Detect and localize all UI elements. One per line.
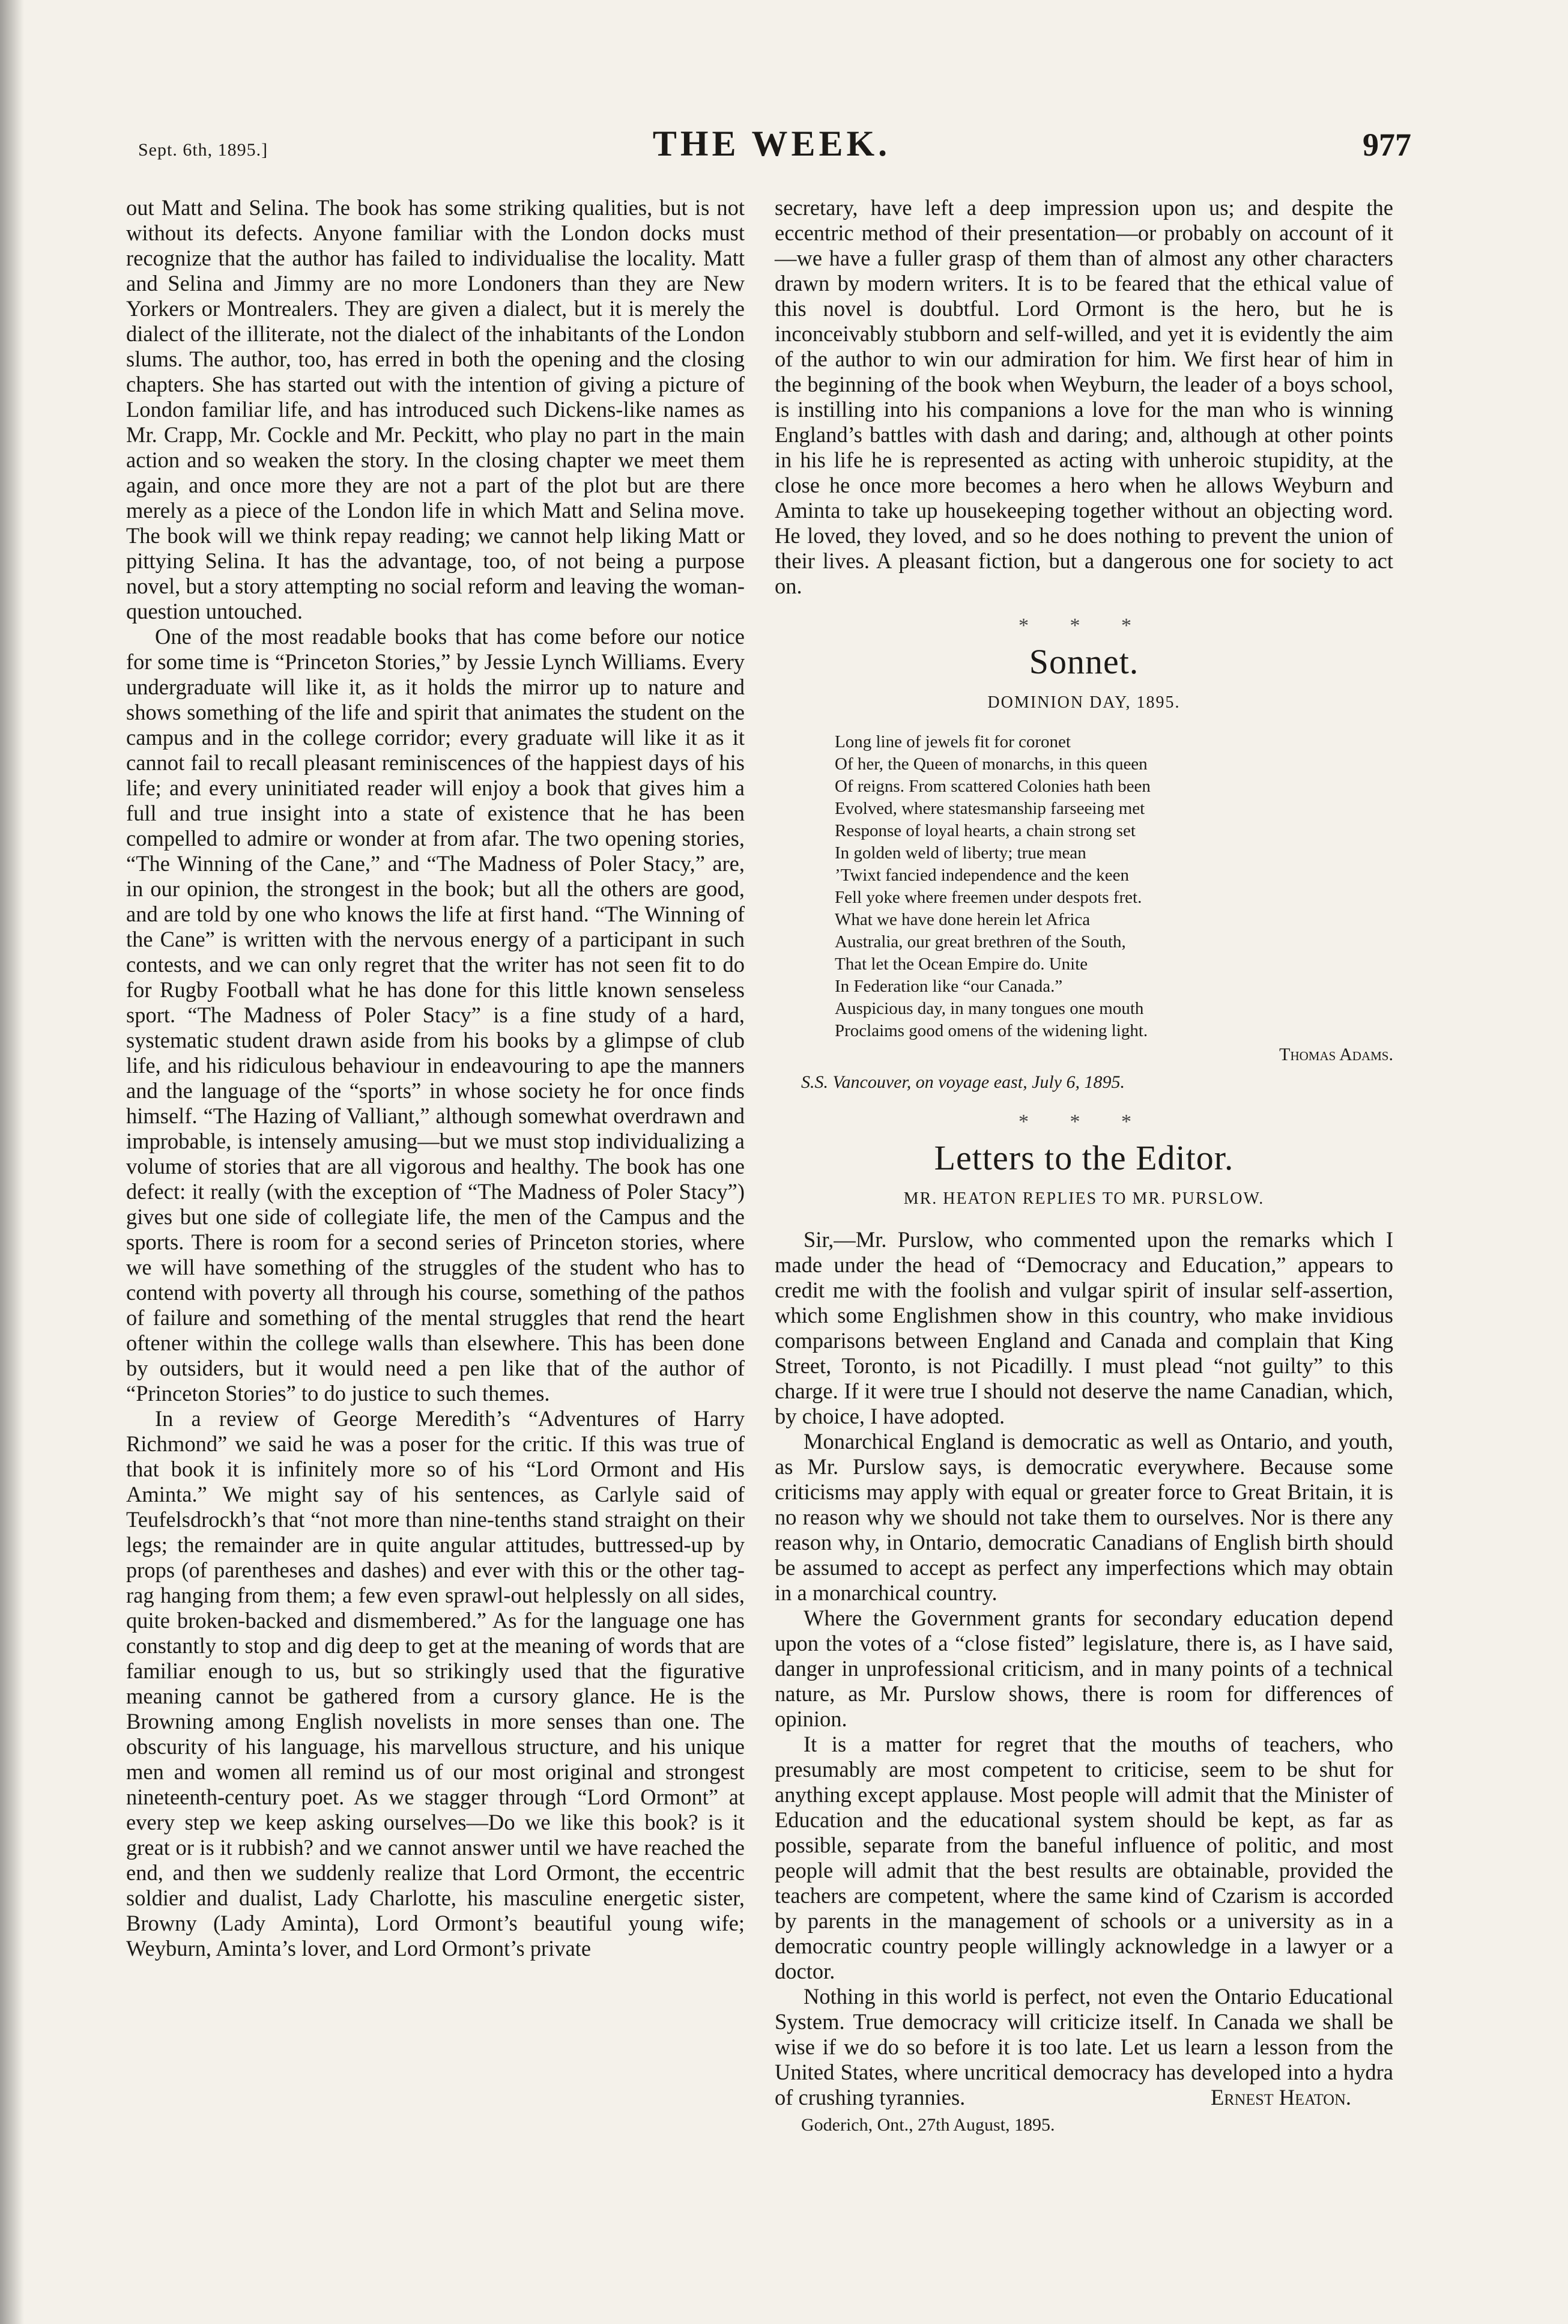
letter-paragraph: Sir,—Mr. Purslow, who commented upon the remarks which I made under the head of “Democracy and Education,” appears to credit me with the foolish and vulgar spirit of insular self-assertion, which some Englishmen show in this country, who make invidious comparisons between England and Canada and complain that King Street, Toronto, is not Picadilly. I must plead “not guilty” to this charge. If it were true I should not deserve the name Canadian, which, by choice, I have adopted. <box>775 1227 1393 1428</box>
letter-paragraph: Nothing in this world is perfect, not even the Ontario Educational System. True democracy will criticize itself. In Canada we shall be wise if we do so before it is too late. Let us learn a lesson from the United States, where uncritical democracy has developed into a hydra of crushing tyrannies. <box>775 1984 1393 2110</box>
letters-title: Letters to the Editor. <box>934 1138 1234 1177</box>
sonnet-subtitle: DOMINION DAY, 1895. <box>987 693 1181 712</box>
letter-signature: Ernest Heaton. <box>1211 2085 1351 2110</box>
poem-line: Fell yoke where freemen under despots fret. <box>835 888 1142 907</box>
poem-line: Evolved, where statesmanship farseeing met <box>835 799 1145 818</box>
sonnet-author: Thomas Adams. <box>1279 1045 1393 1064</box>
poem-line: ’Twixt fancied independence and the keen <box>835 866 1129 885</box>
poem-line: What we have done herein let Africa <box>835 910 1091 929</box>
section-separator: * * * <box>1019 1111 1149 1133</box>
sonnet-dateline: S.S. Vancouver, on voyage east, July 6, 1895. <box>801 1072 1125 1092</box>
poem-line: Of reigns. From scattered Colonies hath been <box>835 777 1151 796</box>
letter-paragraph: Monarchical England is democratic as well as Ontario, and youth, as Mr. Purslow says, is democratic everywhere. Because some criticisms may apply with equal or greater force to Great Britain, it is no reason why we should not take them to ourselves. Nor is there any reason why, in Ontario, democratic Canadians of English birth should be assumed to accept as perfect any imperfections which may obtain in a monarchical country. <box>775 1429 1393 1605</box>
poem-line: In Federation like “our Canada.” <box>835 977 1063 996</box>
review-paragraph-princeton-stories: One of the most readable books that has come before our notice for some time is “Princeton Stories,” by Jessie Lynch Williams. Every undergraduate will like it, as it holds the mirror up to nature and shows something of the life and spirit that animates the student on the campus and in the college corridor; every graduate will like it as it cannot fail to recall pleasant reminiscences of the happiest days of his life; and every uninitiated reader will enjoy a book that gives him a full and true insight into a state of existence that he has been compelled to admire or wonder at from afar. The two opening stories, “The Winning of the Cane,” and “The Madness of Poler Stacy,” are, in our opinion, the strongest in the book; but all the others are good, and are told by one who knows the life at first hand. “The Winning of the Cane” is written with the nervous energy of a participant in such contests, and we can only regret that the writer has not seen fit to do for Rugby Football what he has done for this little known senseless sport. “The Madness of Poler Stacy” is a fine study of a hard, systematic student drawn aside from his books by a glimpse of club life, and his ridiculous behaviour in endeavouring to ape the manners and the language of the “sports” in whose society he for once finds himself. “The Hazing of Valliant,” although somewhat overdrawn and improbable, is intensely amusing—but we must stop individualizing a volume of stories that are all vigorous and healthy. The book has one defect: it really (with the exception of “The Madness of Poler Stacy”) gives but one side of collegiate life, the men of the Campus and the sports. There is room for a second series of Princeton stories, where we will have something of the struggles of the student who has to contend with poverty all through his course, something of the pathos of failure and something of the mental struggles that rend the heart oftener within the college walls than elsewhere. This has been done by outsiders, but it would need a pen like that of the author of “Princeton Stories” to do justice to such themes. <box>126 624 745 1406</box>
letter-dateline: Goderich, Ont., 27th August, 1895. <box>801 2115 1055 2135</box>
review-paragraph-lord-ormont: In a review of George Meredith’s “Adventures of Harry Richmond” we said he was a poser for the critic. If this was true of that book it is infinitely more so of his “Lord Ormont and His Aminta.” We might say of his sentences, as Carlyle said of Teufelsdrockh’s that “not more than nine-tenths stand straight on their legs; the remainder are in quite angular attitudes, buttressed-up by props (of parentheses and dashes) and ever with this or the other tag-rag hanging from them; a few even sprawl-out helplessly on all sides, quite broken-backed and dismembered.” As for the language one has constantly to stop and dig deep to get at the meaning of words that are familiar enough to us, but so strikingly used that the figurative meaning cannot be gathered from a cursory glance. He is the Browning among English novelists in more senses than one. The obscurity of his language, his marvellous structure, and his unique men and women all remind us of our most original and strongest nineteenth-century poet. As we stagger through “Lord Ormont” at every step we keep asking ourselves—Do we like this book? is it great or is it rubbish? and we cannot answer until we have reached the end, and then we suddenly realize that Lord Ormont, the eccentric soldier and dualist, Lady Charlotte, his masculine energetic sister, Browny (Lady Aminta), Lord Ormont’s beautiful young wife; Weyburn, Aminta’s lover, and Lord Ormont’s private <box>126 1406 745 1961</box>
letter-paragraph: Where the Government grants for secondary education depend upon the votes of a “close fisted” legislature, there is, as I have said, danger in unprofessional criticism, and in many points of a technical nature, as Mr. Purslow shows, there is room for differences of opinion. <box>775 1606 1393 1731</box>
poem-line: Auspicious day, in many tongues one mouth <box>835 999 1144 1018</box>
letter-heading: MR. HEATON REPLIES TO MR. PURSLOW. <box>903 1189 1265 1208</box>
left-column <box>126 195 745 1961</box>
letter-paragraph: It is a matter for regret that the mouths of teachers, who presumably are most competent to criticise, seem to be shut for anything except applause. Most people will admit that the Minister of Education and the educational system should be kept, as far as possible, separate from the baneful influence of politic, and most people will admit that the best results are obtainable, provided the teachers are competent, where the same kind of Czarism is accorded by parents in the management of schools or a university as in a democratic country people willingly acknowledge in a lawyer or a doctor. <box>775 1732 1393 1983</box>
review-paragraph-continuation: secretary, have left a deep impression upon us; and despite the eccentric method of their presentation—or probably on account of it—we have a fuller grasp of them than of almost any other characters drawn by modern writers. It is to be feared that the ethical value of this novel is doubtful. Lord Ormont is the hero, but he is inconceivably stubborn and self-willed, and yet it is evidently the aim of the author to win our admiration for him. We first hear of him in the beginning of the book when Weyburn, the leader of a boys school, is instilling into his companions a love for the man who is winning England’s battles with dash and daring; and, although at other points in his life he is represented as acting with unheroic stupidity, at the close he once more becomes a hero when he allows Weyburn and Aminta to take up housekeeping together without an objecting word. He loved, they loved, and so he does nothing to prevent the union of their lives. A pleasant fiction, but a dangerous one for society to act on. <box>775 195 1393 598</box>
sonnet-section <box>775 642 1393 1095</box>
sonnet-title: Sonnet. <box>1029 642 1139 681</box>
poem-line: Proclaims good omens of the widening light. <box>835 1021 1148 1040</box>
poem-line: Of her, the Queen of monarchs, in this queen <box>835 754 1148 774</box>
page-number: 977 <box>1363 127 1411 163</box>
section-separator: * * * <box>1019 614 1149 637</box>
page-header <box>120 123 1423 189</box>
review-paragraph-matt-selina: out Matt and Selina. The book has some striking qualities, but is not without its defects. Anyone familiar with the London docks must recognize that the author has failed to individualise the locality. Matt and Selina and Jimmy are no more Londoners than they are New Yorkers or Montrealers. They are given a dialect, but it is merely the dialect of the illiterate, not the dialect of the inhabitants of the London slums. The author, too, has erred in both the opening and the closing chapters. She has started out with the intention of giving a picture of London familiar life, and has introduced such Dickens-like names as Mr. Crapp, Mr. Cockle and Mr. Peckitt, who play no part in the main action and so weaken the story. In the closing chapter we meet them again, and once more they are not a part of the plot but are there merely as a piece of the London life in which Matt and Selina move. The book will we think repay reading; we cannot help liking Matt or pittying Selina. It has the advantage, too, of not being a purpose novel, but a story attempting no social reform and leaving the woman-question untouched. <box>126 195 745 623</box>
right-column <box>775 195 1393 2138</box>
issue-date: Sept. 6th, 1895.] <box>138 140 268 160</box>
letters-section <box>775 1138 1393 2138</box>
page-edge-shadow <box>0 0 24 2324</box>
poem-line: Response of loyal hearts, a chain strong set <box>835 821 1136 840</box>
poem-line: That let the Ocean Empire do. Unite <box>835 954 1088 974</box>
poem-line: In golden weld of liberty; true mean <box>835 843 1086 863</box>
poem-line: Australia, our great brethren of the South, <box>835 932 1126 951</box>
poem-line: Long line of jewels fit for coronet <box>835 732 1071 751</box>
masthead-title: THE WEEK. <box>652 124 891 163</box>
sonnet-body <box>835 731 1393 1042</box>
